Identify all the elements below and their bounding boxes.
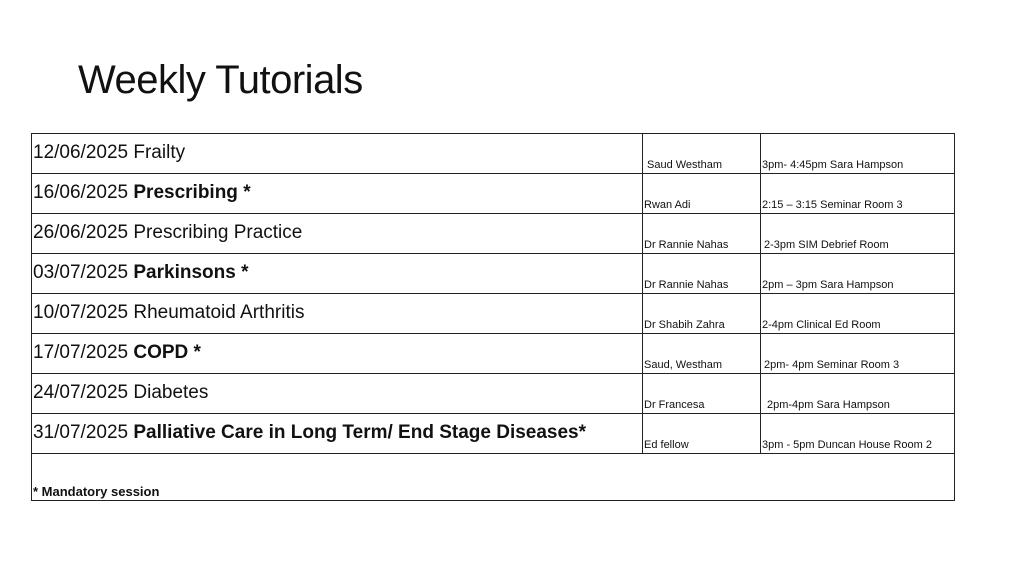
session-time-location: 2pm – 3pm Sara Hampson [762, 279, 894, 291]
session-subject: COPD * [133, 342, 201, 363]
session-date: 26/06/2025 [33, 222, 129, 243]
session-time-location: 2pm- 4pm Seminar Room 3 [764, 359, 900, 371]
footnote-cell [32, 454, 955, 501]
table-row [32, 334, 955, 374]
tutor-cell [643, 294, 761, 334]
topic-cell [32, 294, 643, 334]
tutor-cell [643, 174, 761, 214]
session-date: 16/06/2025 [33, 182, 129, 203]
session-time-location: 2-4pm Clinical Ed Room [762, 319, 881, 331]
session-date: 03/07/2025 [33, 262, 129, 283]
tutor-cell [643, 214, 761, 254]
time-cell [761, 294, 955, 334]
time-cell [761, 254, 955, 294]
session-time-location: 2-3pm SIM Debrief Room [764, 239, 889, 251]
table-row [32, 134, 955, 174]
time-cell [761, 374, 955, 414]
footnote-row [32, 454, 955, 501]
session-tutor: Rwan Adi [644, 199, 691, 211]
session-time-location: 2pm-4pm Sara Hampson [767, 399, 890, 411]
time-cell [761, 214, 955, 254]
session-tutor: Dr Shabih Zahra [644, 319, 725, 331]
topic-cell [32, 334, 643, 374]
table-row [32, 174, 955, 214]
mandatory-footnote: * Mandatory session [33, 484, 160, 499]
session-date: 31/07/2025 [33, 422, 129, 443]
session-subject: Diabetes [133, 382, 209, 403]
topic-cell [32, 254, 643, 294]
topic-cell [32, 374, 643, 414]
table-row [32, 294, 955, 334]
time-cell [761, 334, 955, 374]
tutor-cell [643, 414, 761, 454]
table-row [32, 254, 955, 294]
session-date: 12/06/2025 [33, 142, 129, 163]
session-subject: Prescribing * [133, 182, 251, 203]
session-tutor: Dr Rannie Nahas [644, 279, 729, 291]
session-tutor: Saud, Westham [644, 359, 723, 371]
tutorials-table [31, 133, 955, 501]
session-subject: Prescribing Practice [133, 222, 303, 243]
session-subject: Frailty [133, 142, 186, 163]
session-time-location: 2:15 – 3:15 Seminar Room 3 [762, 199, 903, 211]
page-title: Weekly Tutorials [78, 58, 363, 102]
tutor-cell [643, 134, 761, 174]
session-subject: Palliative Care in Long Term/ End Stage Diseases* [133, 422, 587, 443]
session-tutor: Dr Francesa [644, 399, 705, 411]
topic-cell [32, 134, 643, 174]
tutor-cell [643, 334, 761, 374]
topic-cell [32, 174, 643, 214]
tutor-cell [643, 374, 761, 414]
topic-cell [32, 214, 643, 254]
session-tutor: Saud Westham [647, 159, 723, 171]
session-time-location: 3pm- 4:45pm Sara Hampson [762, 159, 904, 171]
time-cell [761, 174, 955, 214]
topic-cell [32, 414, 643, 454]
session-tutor: Ed fellow [644, 439, 689, 451]
session-tutor: Dr Rannie Nahas [644, 239, 729, 251]
session-date: 17/07/2025 [33, 342, 129, 363]
session-date: 10/07/2025 [33, 302, 129, 323]
table-row [32, 214, 955, 254]
session-date: 24/07/2025 [33, 382, 129, 403]
session-subject: Rheumatoid Arthritis [133, 302, 305, 323]
session-subject: Parkinsons * [133, 262, 249, 283]
time-cell [761, 134, 955, 174]
tutor-cell [643, 254, 761, 294]
session-time-location: 3pm - 5pm Duncan House Room 2 [762, 439, 932, 451]
table-row [32, 374, 955, 414]
table-row [32, 414, 955, 454]
time-cell [761, 414, 955, 454]
